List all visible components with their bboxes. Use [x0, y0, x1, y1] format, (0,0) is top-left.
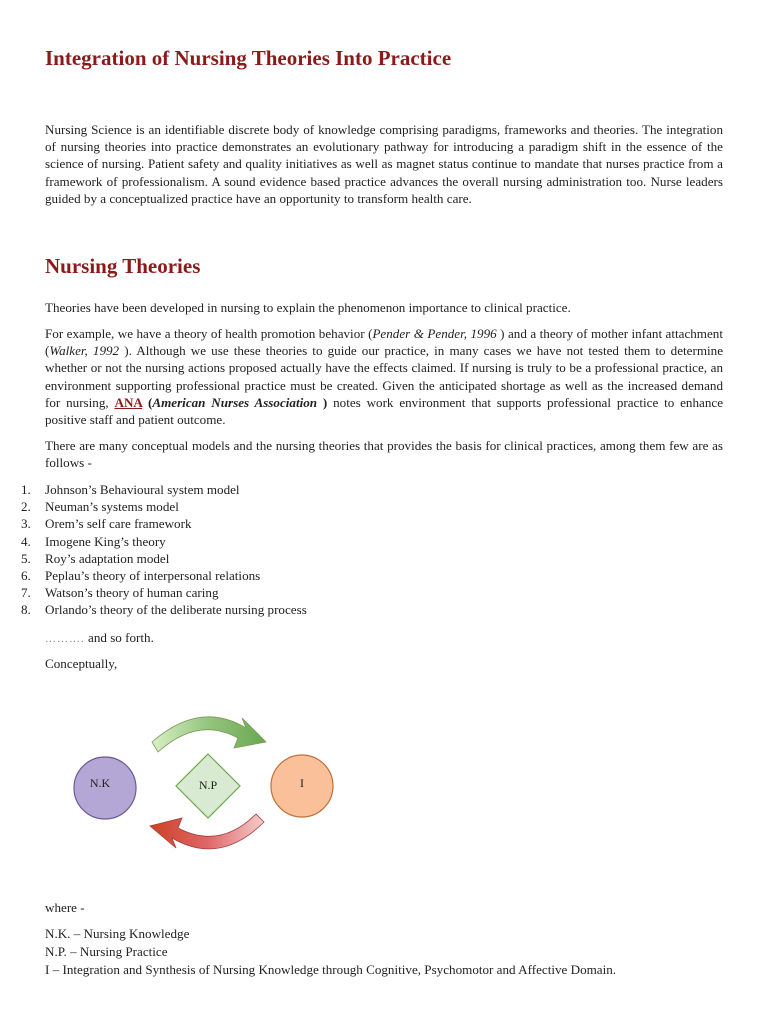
np-label: N.P — [198, 778, 218, 792]
intro-paragraph: Nursing Science is an identifiable discrete body of knowledge comprising paradigms, frameworks and theories. The integration of nursing theories into practice demonstrates an evolutionary pathway for introducing a paradigm shift in the essence of the science of nursing. Patient safety and quality initiatives as well as magnet status continue to mandate that nurses practice from a framework of professionalism. A sound evidence based practice advances the overall nursing administration too. Nurse leaders guided by a conceptualized practice have an opportunity to transform health care. — [45, 122, 723, 206]
list-item — [0, 515, 307, 532]
list-text: Orem’s self care framework — [45, 516, 192, 532]
list-number: 1. — [21, 482, 31, 497]
list-text: Neuman’s systems model — [45, 499, 179, 515]
list-item — [0, 550, 307, 567]
list-number: 4. — [21, 533, 31, 549]
i-label: I — [300, 776, 304, 790]
list-number: 8. — [21, 602, 31, 618]
models-intro-paragraph: There are many conceptual models and the nursing theories that provides the basis for clinical practices, among them few are as follows - — [45, 438, 723, 471]
nk-label: N.K — [89, 776, 111, 790]
example-paragraph — [45, 325, 723, 428]
example-text-4: notes work environment that supports professional practice to enhance positive staff and patient outcome. — [45, 394, 724, 428]
diagram-legend — [45, 925, 745, 979]
paren-open: ( — [142, 394, 153, 410]
list-item — [0, 601, 307, 618]
ana-full-name: American Nurses Association — [152, 394, 318, 410]
list-text: Orlando’s theory of the deliberate nursing process — [45, 602, 307, 618]
list-item — [0, 567, 307, 584]
list-text: Watson’s theory of human caring — [45, 585, 219, 601]
list-text: Roy’s adaptation model — [45, 550, 170, 566]
list-text: Imogene King’s theory — [45, 533, 166, 549]
list-number: 2. — [21, 499, 31, 515]
example-text-1: For example, we have a theory of health promotion behavior ( — [45, 326, 373, 341]
list-item — [0, 533, 307, 550]
list-number: 5. — [21, 550, 31, 566]
models-list — [0, 481, 307, 619]
list-number: 7. — [21, 585, 31, 601]
page-title: Integration of Nursing Theories Into Practice — [45, 46, 452, 70]
section-heading: Nursing Theories — [45, 254, 201, 278]
example-text-3: ). Although we use these theories to guide our practice, in many cases we have not tested them to determine whether or not the nursing actions proposed actually have the effects claimed. If nursing is truly to be a professional practice, an environment supporting professional practice must be created. Given the anticipated shortage as well as the increased demand for nursing, — [45, 343, 724, 410]
ellipsis-dots: ………. — [45, 633, 85, 645]
theories-intro-paragraph: Theories have been developed in nursing to explain the phenomenon importance to clinical practice. — [45, 300, 571, 315]
example-text-2: ) and a theory of mother infant attachment ( — [45, 326, 723, 359]
bottom-curved-arrow-icon — [150, 814, 264, 849]
and-so-forth — [45, 629, 723, 648]
top-curved-arrow-icon — [152, 717, 266, 752]
legend-np: N.P. – Nursing Practice — [45, 944, 168, 959]
ana-link[interactable]: ANA — [114, 394, 143, 410]
legend-nk: N.K. – Nursing Knowledge — [45, 926, 190, 941]
conceptually-label: Conceptually, — [45, 656, 118, 671]
list-number: 6. — [21, 568, 31, 584]
list-number: 3. — [21, 516, 31, 532]
where-label: where - — [45, 900, 85, 915]
list-text: Johnson’s Behavioural system model — [45, 482, 240, 497]
list-item — [0, 498, 307, 515]
nursing-integration-diagram — [60, 690, 360, 880]
list-item — [0, 481, 307, 498]
list-item — [0, 584, 307, 601]
citation-walker: Walker, 1992 — [49, 343, 120, 359]
and-so-forth-text: and so forth. — [84, 630, 154, 645]
citation-pender: Pender & Pender, 1996 — [372, 326, 497, 341]
list-text: Peplau’s theory of interpersonal relations — [45, 568, 261, 584]
legend-i: I – Integration and Synthesis of Nursing Knowledge through Cognitive, Psychomotor and Affective Domain. — [45, 962, 617, 977]
paren-close: ) — [317, 394, 328, 410]
